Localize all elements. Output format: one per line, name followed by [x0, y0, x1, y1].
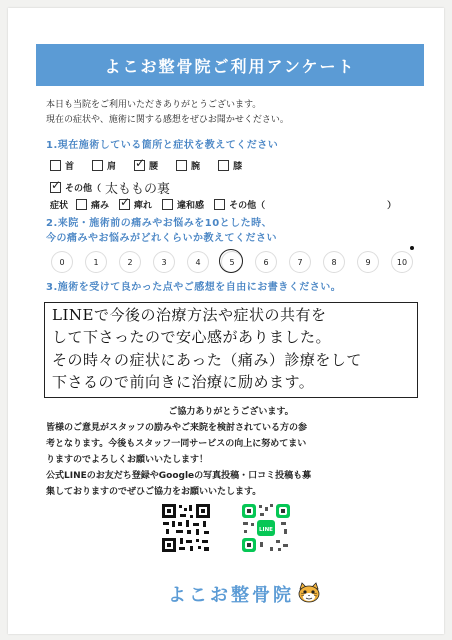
scale-option-2[interactable]: 2 — [120, 252, 140, 272]
location-other-label: その他（ — [65, 184, 102, 194]
scale-option-6[interactable]: 6 — [256, 252, 276, 272]
symptom-option-discomfort[interactable]: 違和感 — [162, 198, 204, 211]
location-option-knee[interactable]: 膝 — [218, 159, 242, 172]
pain-scale — [52, 252, 412, 272]
symptom-option-other[interactable]: その他（ — [214, 198, 265, 211]
symptom-checkbox[interactable] — [214, 199, 225, 210]
question-3-title: 3.施術を受けて良かった点やご感想を自由にお書きください。 — [46, 282, 342, 293]
survey-sheet — [8, 8, 444, 634]
symptom-checkbox-checked[interactable] — [119, 199, 130, 210]
handwritten-answer-line-1: LINEで今後の治療方法や症状の共有を — [52, 306, 327, 324]
clinic-logo-text: よこお整骨院 — [168, 585, 294, 606]
google-qr-code-icon[interactable] — [160, 502, 212, 554]
scale-option-0[interactable]: 0 — [52, 252, 72, 272]
symptom-option-pain[interactable]: 痛み — [76, 198, 109, 211]
intro-line-2: 現在の症状や、施術に関する感想をぜひお聞かせください。 — [46, 115, 289, 125]
survey-title: よこお整骨院ご利用アンケート — [104, 56, 356, 76]
location-checkbox-checked[interactable] — [134, 160, 145, 171]
question-1-title: 1.現在施術している箇所と症状を教えてください — [46, 140, 279, 151]
question-2-title — [46, 216, 277, 246]
intro-text — [46, 98, 289, 128]
scale-option-9[interactable]: 9 — [358, 252, 378, 272]
survey-title-banner — [36, 44, 424, 86]
location-option-lower-back[interactable]: ✓ 腰 — [134, 159, 158, 172]
thanks-line: 公式LINEのお友だち登録やGoogleの写真投稿・口コミ投稿も募 — [46, 471, 312, 481]
thanks-line: 考となります。今後もスタッフ一同サービスの向上に努めてまい — [46, 439, 307, 449]
scale-option-10[interactable]: 10 — [392, 252, 412, 272]
scale-option-7[interactable]: 7 — [290, 252, 310, 272]
location-options — [50, 159, 260, 172]
location-option-shoulder[interactable]: 肩 — [92, 159, 116, 172]
line-qr-code-icon[interactable] — [240, 502, 292, 554]
thanks-line: ご協力ありがとうございます。 — [168, 407, 294, 417]
mascot-cat-icon — [297, 581, 321, 605]
thanks-line: りますのでよろしくお願いいたします！ — [46, 455, 209, 465]
thank-you-message — [46, 404, 416, 500]
location-checkbox[interactable] — [50, 160, 61, 171]
symptom-label: 症状 — [50, 201, 69, 211]
symptom-other-close: ） — [387, 201, 397, 211]
scale-option-5-selected[interactable]: 5 — [222, 252, 242, 272]
thanks-line: 集しておりますのでぜひご協力をお願いいたします。 — [46, 487, 262, 497]
symptom-checkbox[interactable] — [76, 199, 87, 210]
location-other-handwritten: 太ももの裏 — [105, 182, 171, 197]
pen-mark — [410, 246, 414, 250]
location-option-neck[interactable]: 首 — [50, 159, 74, 172]
scale-option-4[interactable]: 4 — [188, 252, 208, 272]
question-2-line-2: 今の痛みやお悩みがどれくらいか教えてください — [46, 233, 277, 244]
handwritten-answer-line-3: その時々の症状にあった（痛み）診療をして — [52, 351, 362, 369]
location-other-row — [50, 178, 170, 197]
scale-option-3[interactable]: 3 — [154, 252, 174, 272]
scale-option-8[interactable]: 8 — [324, 252, 344, 272]
location-other-checkbox[interactable] — [50, 182, 61, 193]
location-option-arm[interactable]: 腕 — [176, 159, 200, 172]
thanks-line: 皆様のご意見がスタッフの励みやご来院を検討されている方の参 — [46, 423, 308, 433]
intro-line-1: 本日も当院をご利用いただきありがとうございます。 — [46, 100, 262, 110]
scale-option-1[interactable]: 1 — [86, 252, 106, 272]
symptom-row — [50, 198, 396, 211]
location-checkbox[interactable] — [92, 160, 103, 171]
question-2-line-1: 2.来院・施術前の痛みやお悩みを10とした時、 — [46, 218, 273, 229]
symptom-option-numbness[interactable]: ✓ 痺れ — [119, 198, 152, 211]
handwritten-answer-line-4: 下さるので前向きに治療に励めます。 — [52, 373, 315, 391]
location-checkbox[interactable] — [176, 160, 187, 171]
handwritten-answer-line-2: して下さったので安心感がありました。 — [52, 328, 332, 346]
location-checkbox[interactable] — [218, 160, 229, 171]
symptom-checkbox[interactable] — [162, 199, 173, 210]
line-logo-label: LINE — [259, 527, 273, 533]
